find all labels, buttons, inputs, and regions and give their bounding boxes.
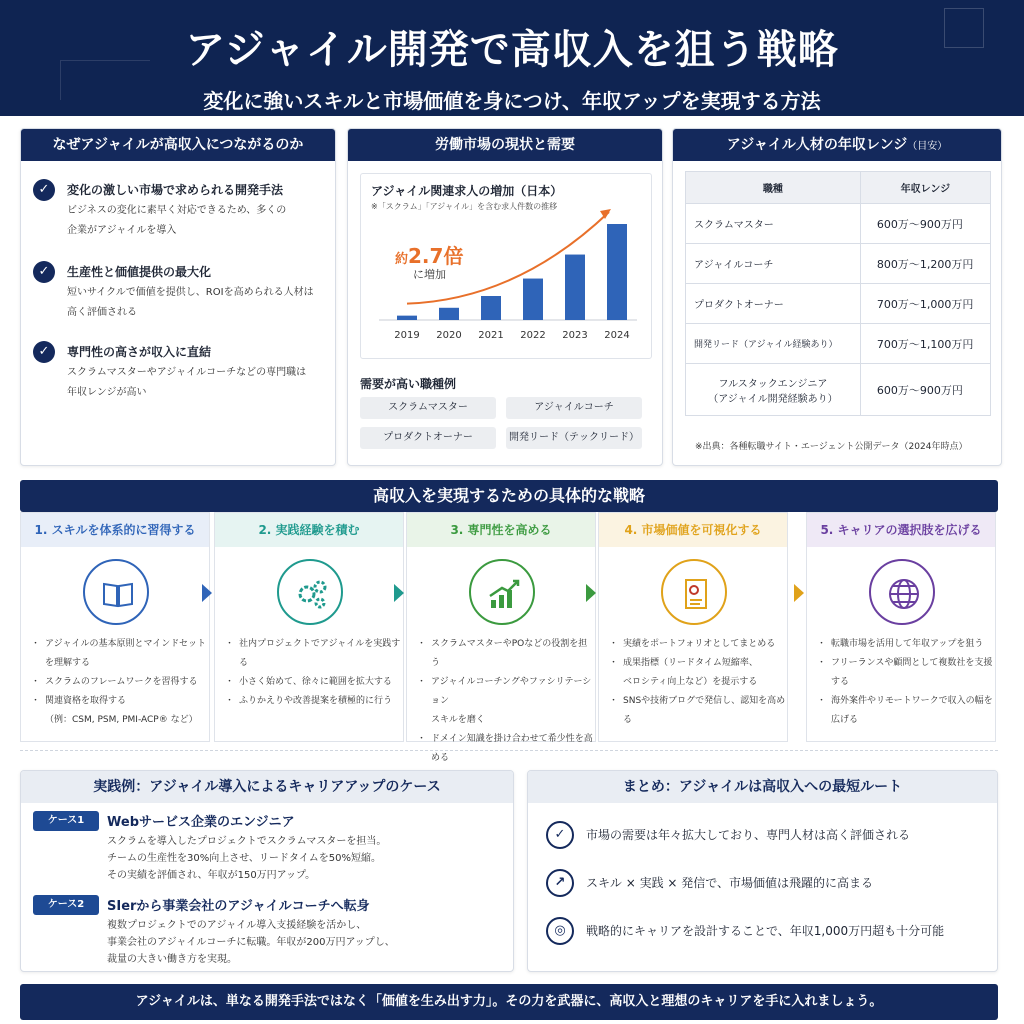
step-arrow-icon [202, 584, 212, 602]
role-cell-line: フルスタックエンジニア [718, 378, 828, 390]
decoration-square [944, 8, 984, 48]
step-point: ・ 転職市場を活用して年収アップを狙う [823, 635, 995, 654]
why-item-title: 生産性と価値提供の最大化 [67, 265, 212, 279]
footer-banner: アジャイルは、単なる開発手法ではなく「価値を生み出す力」。その力を武器に、高収入と理想のキャリアを手に入れましょう。 [20, 984, 998, 1020]
summary-text: 戦略的にキャリアを設計することで、年収1,000万円超も十分可能 [586, 924, 945, 938]
step-point: ・ ドメイン知識を掛け合わせて希少性を高める [423, 730, 595, 768]
summary-item [546, 821, 986, 849]
salary-title-note: （目安） [907, 141, 948, 152]
step-points [37, 635, 209, 730]
range-cell: 800万〜1,200万円 [860, 244, 990, 284]
x-tick-label: 2024 [604, 330, 630, 341]
why-item [33, 261, 329, 323]
table-row [686, 324, 991, 364]
why-item [33, 179, 329, 241]
case-line: 複数プロジェクトでのアジャイル導入支援経験を活かし、 [107, 920, 367, 931]
strategy-step [406, 512, 596, 763]
check-icon: ✓ [33, 341, 55, 363]
role-pill: プロダクトオーナー [360, 427, 496, 449]
salary-table [685, 171, 991, 416]
hero-header [0, 0, 1024, 116]
chart-bar [565, 255, 585, 320]
target-icon: ◎ [546, 917, 574, 945]
document-icon [661, 559, 727, 625]
column-header-role: 職種 [686, 172, 861, 204]
why-item-title: 専門性の高さが収入に直結 [67, 345, 212, 359]
chart-bar [523, 279, 543, 320]
step-points [615, 635, 787, 730]
step-point: ベロシティ向上など）を提示する [623, 677, 758, 687]
job-growth-chart [360, 173, 652, 359]
globe-icon [869, 559, 935, 625]
role-cell [686, 364, 861, 416]
strategy-step [806, 512, 996, 742]
summary-title: まとめ：アジャイルは高収入への最短ルート [528, 771, 997, 803]
step-points [823, 635, 995, 730]
case-line: その実績を評価され、年収が150万円アップ。 [107, 870, 316, 881]
table-row [686, 244, 991, 284]
step-point: ・ 社内プロジェクトでアジャイルを実践する [231, 635, 403, 673]
range-cell: 700万〜1,000万円 [860, 284, 990, 324]
step-point: ・ SNSや技術ブログで発信し、認知を高める [615, 692, 787, 730]
role-cell: スクラムマスター [686, 204, 861, 244]
why-item-desc: 高く評価される [67, 307, 137, 318]
growth-callout [395, 240, 463, 269]
case-title: Webサービス企業のエンジニア [107, 815, 295, 830]
decoration-lines [60, 60, 150, 100]
trend-up-icon: ↗ [546, 869, 574, 897]
role-cell: プロダクトオーナー [686, 284, 861, 324]
salary-card-title [673, 129, 1001, 161]
step-point: ・ 実績をポートフォリオとしてまとめる [615, 635, 787, 654]
step-title: 1. スキルを体系的に習得する [21, 513, 209, 547]
step-point: ・ アジャイルの基本原則とマインドセット [37, 635, 209, 654]
summary-text: スキル × 実践 × 発信で、市場価値は飛躍的に高まる [586, 876, 874, 890]
summary-item [546, 869, 986, 897]
step-title: 4. 市場価値を可視化する [599, 513, 787, 547]
why-card [20, 128, 336, 466]
range-cell: 600万〜900万円 [860, 204, 990, 244]
summary-item [546, 917, 986, 945]
salary-source: ※出典：各種転職サイト・エージェント公開データ（2024年時点） [695, 442, 968, 452]
x-tick-label: 2022 [520, 330, 546, 341]
why-item-desc: 年収レンジが高い [67, 387, 147, 398]
case-desc [107, 917, 507, 968]
check-icon: ✓ [33, 261, 55, 283]
case-line: チームの生産性を30%向上させ、リードタイムを50%短縮。 [107, 853, 381, 864]
step-title: 2. 実践経験を積む [215, 513, 403, 547]
role-pill: スクラムマスター [360, 397, 496, 419]
check-icon: ✓ [546, 821, 574, 849]
step-point: ・ フリーランスや顧問として複数社を支援する [823, 654, 995, 692]
page-subtitle: 変化に強いスキルと市場価値を身につけ、年収アップを実現する方法 [203, 89, 821, 113]
roles-title: 需要が高い職種例 [360, 377, 457, 391]
why-item [33, 341, 329, 403]
case-tag: ケース2 [33, 895, 99, 915]
table-row [686, 284, 991, 324]
step-arrow-icon [394, 584, 404, 602]
x-tick-label: 2021 [478, 330, 504, 341]
step-point: ・ 海外案件やリモートワークで収入の幅を [823, 692, 995, 711]
strategy-title: 高収入を実現するための具体的な戦略 [20, 480, 998, 512]
x-tick-label: 2019 [394, 330, 420, 341]
step-point: ・ スクラムのフレームワークを習得する [37, 673, 209, 692]
book-icon [83, 559, 149, 625]
cases-title: 実践例：アジャイル導入によるキャリアアップのケース [21, 771, 513, 803]
chart-bar [481, 296, 501, 320]
why-item-desc: 短いサイクルで価値を提供し、ROIを高められる人材は [67, 287, 314, 298]
chart-bar [607, 224, 627, 320]
step-point: を理解する [45, 658, 91, 668]
role-cell: 開発リード（アジャイル経験あり） [686, 324, 861, 364]
role-cell-line: （アジャイル開発経験あり） [708, 393, 838, 405]
step-arrow-icon [586, 584, 596, 602]
growth-prefix: 約 [395, 252, 409, 267]
gears-icon [277, 559, 343, 625]
chart-note: ※「スクラム」「アジャイル」を含む求人件数の推移 [371, 202, 558, 211]
cases-card [20, 770, 514, 972]
case-desc [107, 833, 507, 884]
divider [20, 750, 998, 751]
chart-bar [397, 316, 417, 320]
x-tick-label: 2023 [562, 330, 588, 341]
growth-chart-icon [469, 559, 535, 625]
case-tag: ケース1 [33, 811, 99, 831]
case-line: 裁量の大きい働き方を実現。 [107, 954, 237, 965]
step-title: 3. 専門性を高める [407, 513, 595, 547]
strategy-step [598, 512, 788, 742]
case-line: スクラムを導入したプロジェクトでスクラムマスターを担当。 [107, 836, 387, 847]
salary-title: アジャイル人材の年収レンジ [726, 137, 908, 153]
market-card [347, 128, 663, 466]
check-icon: ✓ [33, 179, 55, 201]
step-point: ・ 小さく始めて、徐々に範囲を拡大する [231, 673, 403, 692]
why-item-desc: 企業がアジャイルを導入 [67, 225, 177, 236]
why-item-desc: スクラムマスターやアジャイルコーチなどの専門職は [67, 367, 307, 378]
step-point: （例：CSM, PSM, PMI-ACP® など） [45, 715, 198, 725]
step-point: ・ ふりかえりや改善提案を積極的に行う [231, 692, 403, 711]
step-points [423, 635, 595, 768]
range-cell: 700万〜1,100万円 [860, 324, 990, 364]
why-item-title: 変化の激しい市場で求められる開発手法 [67, 183, 284, 197]
summary-card [527, 770, 998, 972]
strategy-step [214, 512, 404, 742]
step-points [231, 635, 403, 711]
summary-text: 市場の需要は年々拡大しており、専門人材は高く評価される [586, 828, 911, 842]
strategy-step [20, 512, 210, 742]
range-cell: 600万〜900万円 [860, 364, 990, 416]
growth-value: 2.7倍 [408, 244, 464, 268]
step-point: ・ アジャイルコーチングやファシリテーション [423, 673, 595, 711]
case-line: 事業会社のアジャイルコーチに転職。年収が200万円アップし、 [107, 937, 395, 948]
step-point: スキルを磨く [431, 715, 485, 725]
why-card-title: なぜアジャイルが高収入につながるのか [21, 129, 335, 161]
role-pill: 開発リード（テックリード） [506, 427, 642, 449]
table-row [686, 204, 991, 244]
why-item-desc: ビジネスの変化に素早く対応できるため、多くの [67, 205, 287, 216]
salary-card [672, 128, 1002, 466]
step-point: ・ スクラムマスターやPOなどの役割を担う [423, 635, 595, 673]
chart-title: アジャイル関連求人の増加（日本） [371, 184, 563, 198]
step-point: 広げる [831, 715, 859, 725]
step-arrow-icon [794, 584, 804, 602]
chart-bar [439, 308, 459, 320]
table-row [686, 364, 991, 416]
column-header-range: 年収レンジ [860, 172, 990, 204]
growth-suffix: に増加 [413, 268, 446, 281]
step-title: 5. キャリアの選択肢を広げる [807, 513, 995, 547]
role-cell: アジャイルコーチ [686, 244, 861, 284]
market-card-title: 労働市場の現状と需要 [348, 129, 662, 161]
step-point: ・ 関連資格を取得する [37, 692, 209, 711]
case-title: SIerから事業会社のアジャイルコーチへ転身 [107, 899, 370, 914]
x-tick-label: 2020 [436, 330, 462, 341]
page-title: アジャイル開発で高収入を狙う戦略 [185, 27, 839, 73]
role-pill: アジャイルコーチ [506, 397, 642, 419]
step-point: ・ 成果指標（リードタイム短縮率、 [615, 654, 787, 673]
